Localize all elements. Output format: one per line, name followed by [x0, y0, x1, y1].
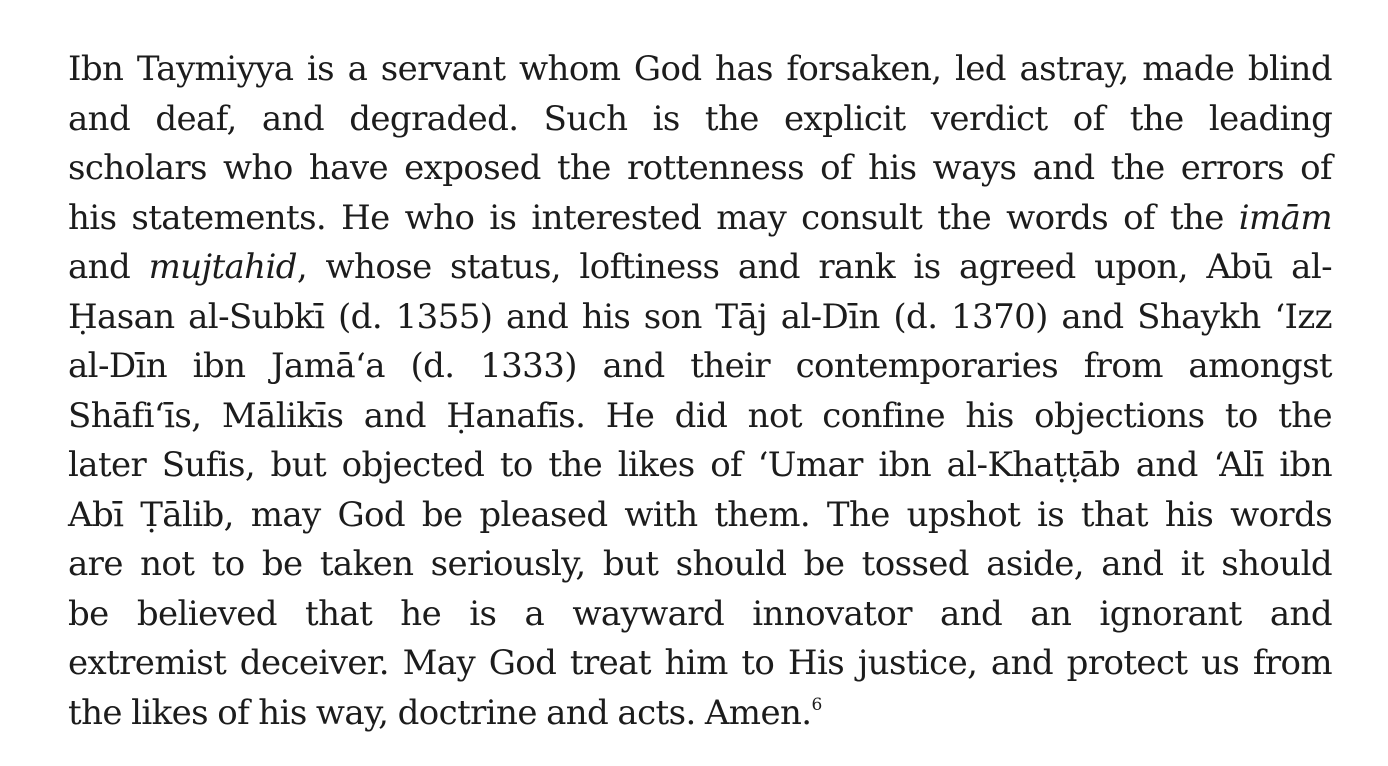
text-line-1: Ibn Taymiyya is a servant whom God has forsaken, led astray, made blind [68, 49, 1332, 89]
text-line-2: and deaf, and degraded. Such is the explicit verdict of the leading [68, 98, 1333, 139]
text-passage [68, 45, 1332, 738]
text-line-10: Abī Ṭālib, may God be pleased with them. The upshot is that his words [68, 494, 1333, 535]
text-line-4: his statements. He who is interested may consult the words of the imām [68, 197, 1332, 238]
footnote-marker[interactable]: 6 [811, 694, 822, 715]
text-line-3: scholars who have exposed the rottenness of his ways and the errors of [68, 148, 1332, 188]
text-line-8: Shāfi‘īs, Mālikīs and Ḥanafīs. He did not confine his objections to the [68, 395, 1333, 436]
text-line-7: al-Dīn ibn Jamā‘a (d. 1333) and their contemporaries from amongst [68, 346, 1332, 386]
text-line-11: are not to be taken seriously, but should be tossed aside, and it should [68, 544, 1333, 584]
text-line-12: be believed that he is a wayward innovator and an ignorant and [68, 593, 1332, 634]
text-line-5: and mujtahid, whose status, loftiness and rank is agreed upon, Abū al- [68, 247, 1332, 287]
text-line-13: extremist deceiver. May God treat him to His justice, and protect us from [68, 643, 1332, 683]
text-line-9: later Sufis, but objected to the likes of ‘Umar ibn al-Khaṭṭāb and ‘Alī ibn [68, 445, 1332, 485]
text-line-14: the likes of his way, doctrine and acts. Amen.$^6$ [68, 692, 822, 733]
italic-term-imam: imām [1238, 197, 1332, 238]
italic-term-mujtahid: mujtahid [148, 247, 297, 287]
text-line-6: Ḥasan al-Subkī (d. 1355) and his son Tāj al-Dīn (d. 1370) and Shaykh ‘Izz [68, 296, 1332, 337]
